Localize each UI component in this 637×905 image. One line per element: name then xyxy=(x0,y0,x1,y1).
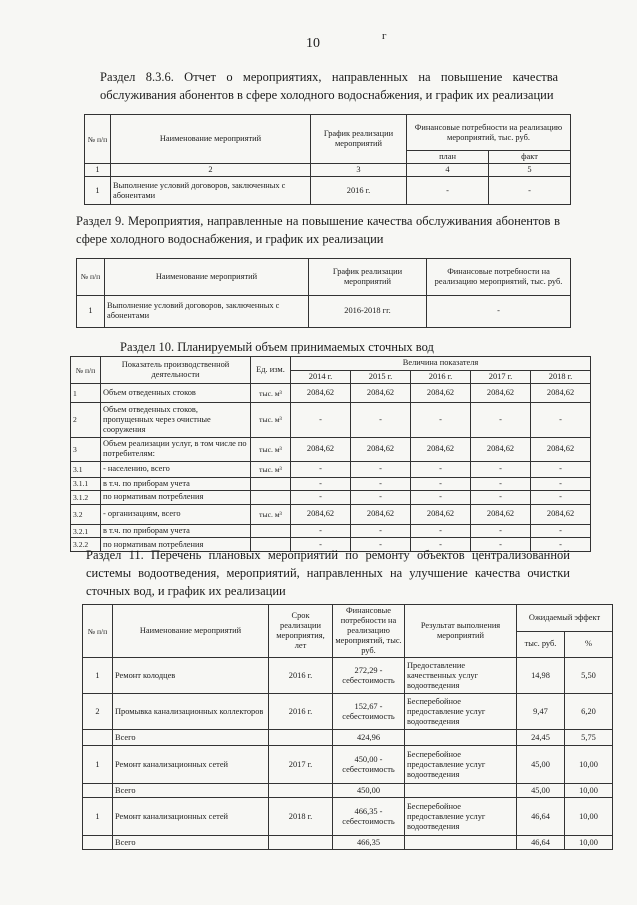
col-name-header: Показатель производственной деятельности xyxy=(101,357,251,384)
section-8-3-6-heading: Раздел 8.3.6. Отчет о мероприятиях, направленных на повышение качества обслуживания абонентов в сфере холодного водоснабжения, и график их реализации xyxy=(100,70,558,102)
section-10-heading: Раздел 10. Планируемый объем принимаемых сточных вод xyxy=(120,340,434,354)
row-effect-rub: 14,98 xyxy=(517,658,565,694)
section-11-heading: Раздел 11. Перечень плановых мероприятий по ремонту объектов централизованной системы водоотведения, мероприятий, направленных на улучшение качества очистки сточных вод, и график их реализации xyxy=(86,548,570,598)
table-row xyxy=(83,836,613,850)
row-finance: - xyxy=(427,295,571,327)
row-finance: 424,96 xyxy=(333,730,405,746)
row-num xyxy=(83,836,113,850)
row-name: Всего xyxy=(113,784,269,798)
row-value: 2084,62 xyxy=(471,504,531,524)
row-name: в т.ч. по приборам учета xyxy=(101,524,251,538)
row-num: 1 xyxy=(83,798,113,836)
col-schedule-header: График реализации мероприятий xyxy=(311,115,407,164)
table-row xyxy=(71,403,591,438)
col-num-header: № п/п xyxy=(71,357,101,384)
col-name-header: Наименование мероприятий xyxy=(113,605,269,658)
row-effect-rub: 9,47 xyxy=(517,694,565,730)
row-name: по нормативам потребления xyxy=(101,538,251,552)
row-name: Ремонт колодцев xyxy=(113,658,269,694)
col-result-header: Результат выполнения мероприятий xyxy=(405,605,517,658)
row-value: - xyxy=(351,524,411,538)
row-finance: 466,35 xyxy=(333,836,405,850)
row-name: Промывка канализационных коллекторов xyxy=(113,694,269,730)
row-effect-rub: 45,00 xyxy=(517,746,565,784)
col-finance-header: Финансовые потребности на реализацию мероприятий, тыс. руб. xyxy=(407,115,571,151)
row-value: - xyxy=(291,477,351,491)
row-unit xyxy=(251,477,291,491)
section-9-table xyxy=(76,258,571,328)
row-effect-rub: 24,45 xyxy=(517,730,565,746)
row-num: 3.2 xyxy=(71,504,101,524)
row-value: - xyxy=(471,461,531,477)
row-name: Ремонт канализационных сетей xyxy=(113,798,269,836)
row-value: - xyxy=(471,403,531,438)
year-header: 2015 г. xyxy=(351,370,411,384)
row-unit: тыс. м³ xyxy=(251,437,291,461)
corner-mark: г xyxy=(382,30,387,42)
row-name: Объем отведенных стоков xyxy=(101,384,251,403)
row-value: - xyxy=(531,477,591,491)
row-finance: 450,00 xyxy=(333,784,405,798)
year-header: 2017 г. xyxy=(471,370,531,384)
col-number: 4 xyxy=(407,164,489,177)
row-value: 2084,62 xyxy=(351,504,411,524)
page-number: 10 xyxy=(306,36,320,51)
row-term xyxy=(269,836,333,850)
row-num: 1 xyxy=(83,746,113,784)
row-num: 3.1.2 xyxy=(71,491,101,505)
row-name: Ремонт канализационных сетей xyxy=(113,746,269,784)
row-finance: 272,29 - себестоимость xyxy=(333,658,405,694)
row-value: - xyxy=(351,461,411,477)
row-name: Всего xyxy=(113,730,269,746)
row-num: 1 xyxy=(77,295,105,327)
row-value: - xyxy=(471,491,531,505)
table-row xyxy=(71,384,591,403)
row-schedule: 2016 г. xyxy=(311,177,407,205)
row-value: - xyxy=(291,538,351,552)
row-effect-pct: 6,20 xyxy=(565,694,613,730)
row-value: - xyxy=(291,491,351,505)
row-num: 2 xyxy=(71,403,101,438)
row-finance: 450,00 - себестоимость xyxy=(333,746,405,784)
col-pct-header: % xyxy=(565,631,613,658)
row-unit: тыс. м³ xyxy=(251,461,291,477)
row-effect-pct: 5,75 xyxy=(565,730,613,746)
row-value: - xyxy=(351,477,411,491)
row-value: - xyxy=(351,491,411,505)
row-result xyxy=(405,730,517,746)
year-header: 2016 г. xyxy=(411,370,471,384)
row-plan: - xyxy=(407,177,489,205)
col-number: 2 xyxy=(111,164,311,177)
row-value: 2084,62 xyxy=(351,437,411,461)
col-effect-header: Ожидаемый эффект xyxy=(517,605,613,632)
row-value: - xyxy=(471,477,531,491)
col-number: 1 xyxy=(85,164,111,177)
row-result: Бесперебойное предоставление услуг водоотведения xyxy=(405,694,517,730)
section-8-3-6-table xyxy=(84,114,571,205)
col-rub-header: тыс. руб. xyxy=(517,631,565,658)
row-term xyxy=(269,730,333,746)
row-result xyxy=(405,836,517,850)
row-num: 2 xyxy=(83,694,113,730)
table-row xyxy=(71,461,591,477)
table-row xyxy=(83,798,613,836)
row-result: Бесперебойное предоставление услуг водоотведения xyxy=(405,798,517,836)
section-11-table xyxy=(82,604,613,850)
table-row xyxy=(83,658,613,694)
col-name-header: Наименование мероприятий xyxy=(105,259,309,296)
row-num: 3 xyxy=(71,437,101,461)
row-name: в т.ч. по приборам учета xyxy=(101,477,251,491)
row-value: 2084,62 xyxy=(531,384,591,403)
row-effect-rub: 46,64 xyxy=(517,798,565,836)
row-effect-rub: 45,00 xyxy=(517,784,565,798)
col-unit-header: Ед. изм. xyxy=(251,357,291,384)
row-term: 2017 г. xyxy=(269,746,333,784)
col-value-header: Величина показателя xyxy=(291,357,591,371)
section-10-table xyxy=(70,356,591,552)
row-value: - xyxy=(531,403,591,438)
row-name: Выполнение условий договоров, заключенных с абонентами xyxy=(111,177,311,205)
row-finance: 466,35 - себестоимость xyxy=(333,798,405,836)
row-effect-rub: 46,64 xyxy=(517,836,565,850)
row-term: 2016 г. xyxy=(269,658,333,694)
row-num: 3.1.1 xyxy=(71,477,101,491)
row-term xyxy=(269,784,333,798)
row-num: 3.2.1 xyxy=(71,524,101,538)
col-term-header: Срок реализации мероприятия, лет xyxy=(269,605,333,658)
row-unit: тыс. м³ xyxy=(251,403,291,438)
row-name: Объем реализации услуг, в том числе по потребителям: xyxy=(101,437,251,461)
row-finance: 152,67 - себестоимость xyxy=(333,694,405,730)
row-value: - xyxy=(291,524,351,538)
table-row xyxy=(71,437,591,461)
row-effect-pct: 10,00 xyxy=(565,784,613,798)
table-row xyxy=(71,504,591,524)
row-unit: тыс. м³ xyxy=(251,504,291,524)
row-value: 2084,62 xyxy=(291,504,351,524)
row-value: - xyxy=(291,461,351,477)
table-row xyxy=(71,491,591,505)
table-row xyxy=(83,746,613,784)
row-value: - xyxy=(411,477,471,491)
row-name: по нормативам потребления xyxy=(101,491,251,505)
row-num: 3.1 xyxy=(71,461,101,477)
col-plan-header: план xyxy=(407,151,489,164)
table-row xyxy=(83,784,613,798)
row-unit: тыс. м³ xyxy=(251,384,291,403)
row-effect-pct: 5,50 xyxy=(565,658,613,694)
row-effect-pct: 10,00 xyxy=(565,836,613,850)
row-name: Выполнение условий договоров, заключенных с абонентами xyxy=(105,295,309,327)
col-finance-header: Финансовые потребности на реализацию мероприятий, тыс. руб. xyxy=(427,259,571,296)
table-row xyxy=(83,694,613,730)
row-value: 2084,62 xyxy=(291,384,351,403)
row-value: - xyxy=(351,538,411,552)
row-value: 2084,62 xyxy=(411,504,471,524)
row-value: - xyxy=(471,538,531,552)
row-unit xyxy=(251,524,291,538)
row-num: 1 xyxy=(71,384,101,403)
row-fact: - xyxy=(489,177,571,205)
row-value: 2084,62 xyxy=(531,504,591,524)
row-value: - xyxy=(531,524,591,538)
col-schedule-header: График реализации мероприятий xyxy=(309,259,427,296)
row-value: - xyxy=(411,538,471,552)
row-effect-pct: 10,00 xyxy=(565,746,613,784)
row-value: - xyxy=(411,491,471,505)
row-schedule: 2016-2018 гг. xyxy=(309,295,427,327)
table-row xyxy=(71,524,591,538)
row-value: 2084,62 xyxy=(471,437,531,461)
col-name-header: Наименование мероприятий xyxy=(111,115,311,164)
row-num xyxy=(83,784,113,798)
row-num: 1 xyxy=(83,658,113,694)
row-num: 3.2.2 xyxy=(71,538,101,552)
row-value: - xyxy=(351,403,411,438)
row-value: 2084,62 xyxy=(411,384,471,403)
col-num-header: № п/п xyxy=(85,115,111,164)
row-effect-pct: 10,00 xyxy=(565,798,613,836)
year-header: 2018 г. xyxy=(531,370,591,384)
row-name: - населению, всего xyxy=(101,461,251,477)
row-value: - xyxy=(411,403,471,438)
col-number: 3 xyxy=(311,164,407,177)
row-num xyxy=(83,730,113,746)
row-result xyxy=(405,784,517,798)
row-value: 2084,62 xyxy=(471,384,531,403)
row-unit xyxy=(251,491,291,505)
col-fact-header: факт xyxy=(489,151,571,164)
row-term: 2016 г. xyxy=(269,694,333,730)
row-value: - xyxy=(411,524,471,538)
row-result: Бесперебойное предоставление услуг водоотведения xyxy=(405,746,517,784)
section-9-heading: Раздел 9. Мероприятия, направленные на повышение качества обслуживания абонентов в сфере холодного водоснабжения, и график их реализации xyxy=(76,214,560,246)
row-value: - xyxy=(531,491,591,505)
year-header: 2014 г. xyxy=(291,370,351,384)
row-value: 2084,62 xyxy=(531,437,591,461)
row-value: - xyxy=(531,461,591,477)
table-row xyxy=(71,477,591,491)
col-number: 5 xyxy=(489,164,571,177)
row-name: Объем отведенных стоков, пропущенных через очистные сооружения xyxy=(101,403,251,438)
row-value: - xyxy=(291,403,351,438)
row-value: - xyxy=(471,524,531,538)
row-name: Всего xyxy=(113,836,269,850)
row-value: 2084,62 xyxy=(291,437,351,461)
row-value: 2084,62 xyxy=(411,437,471,461)
row-num: 1 xyxy=(85,177,111,205)
row-value: 2084,62 xyxy=(351,384,411,403)
table-row xyxy=(83,730,613,746)
row-value: - xyxy=(531,538,591,552)
col-num-header: № п/п xyxy=(83,605,113,658)
col-finance-header: Финансовые потребности на реализацию мероприятий, тыс. руб. xyxy=(333,605,405,658)
row-result: Предоставление качественных услуг водоотведения xyxy=(405,658,517,694)
col-num-header: № п/п xyxy=(77,259,105,296)
row-term: 2018 г. xyxy=(269,798,333,836)
row-value: - xyxy=(411,461,471,477)
row-name: - организациям, всего xyxy=(101,504,251,524)
